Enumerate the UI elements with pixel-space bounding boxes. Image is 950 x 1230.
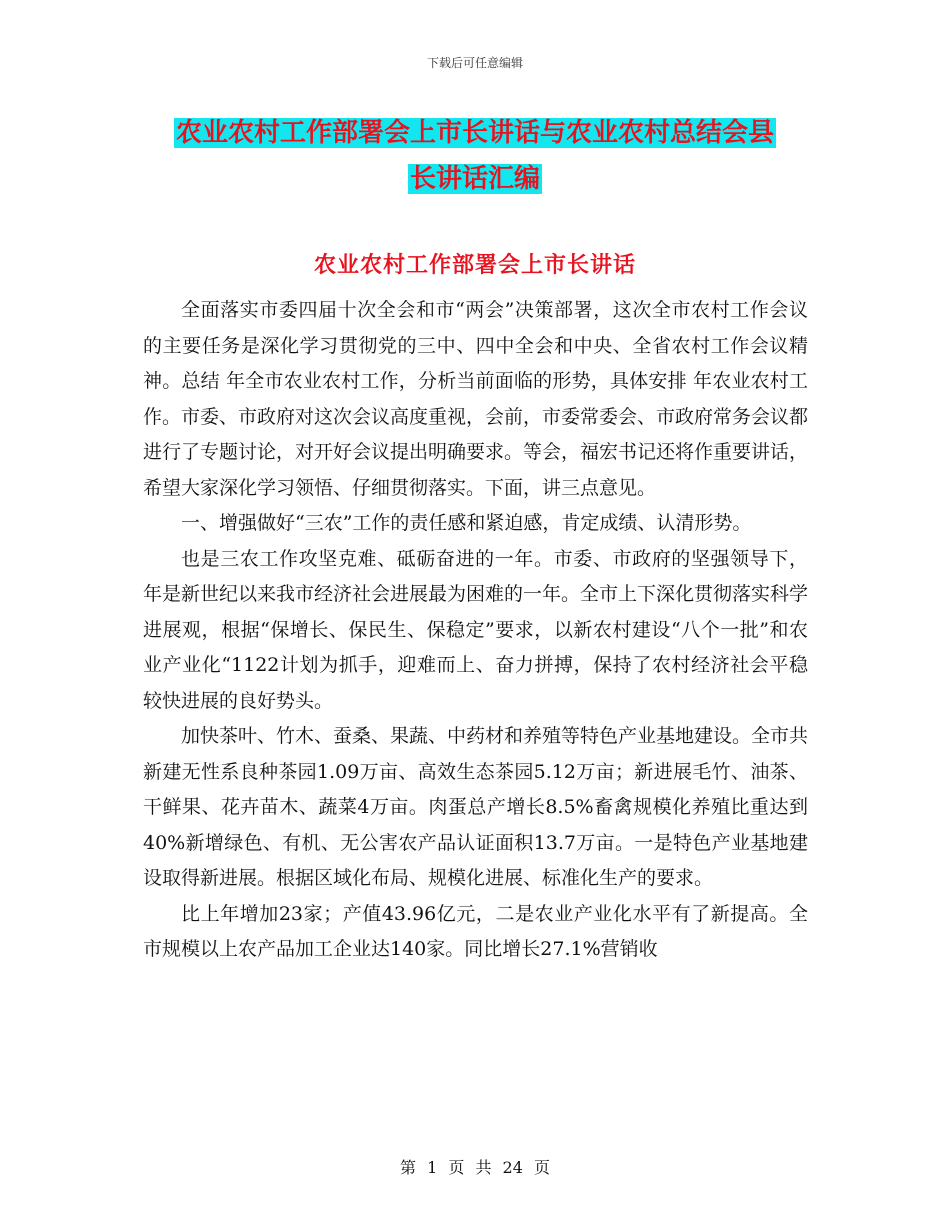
- paragraph: 也是三农工作攻坚克难、砥砺奋进的一年。市委、市政府的坚强领导下， 年是新世纪以来我市经济社会进展最为困难的一年。全市上下深化贯彻落实科学进展观，根据“保增长、保民生、保稳定”要求，以新农村建设“八个一批”和农业产业化“1122计划为抓手，迎难而上、奋力拼搏，保持了农村经济社会平稳较快进展的良好势头。: [143, 547, 809, 712]
- body-text: [143, 293, 808, 968]
- header-note: 下载后可任意编辑: [426, 56, 523, 70]
- document-title: [0, 110, 950, 202]
- paragraph: 全面落实市委四届十次全会和市“两会”决策部署，这次全市农村工作会议的主要任务是深化学习贯彻党的三中、四中全会和中央、全省农村工作会议精神。总结 年全市农业农村工作，分析当前面临的形势，具体安排 年农业农村工作。市委、市政府对这次会议高度重视，会前，市委常委会、市政府常务会议都进行了专题讨论，对开好会议提出明确要求。等会，福宏书记还将作重要讲话，希望大家深化学习领悟、仔细贯彻落实。下面，讲三点意见。: [143, 299, 809, 499]
- page-footer: 第 1 页 共 24 页: [400, 1158, 550, 1177]
- title-line-2: 长讲话汇编: [409, 164, 540, 194]
- paragraph: 一、增强做好“三农”工作的责任感和紧迫感，肯定成绩、认清形势。: [181, 512, 752, 534]
- section-title: 农业农村工作部署会上市长讲话: [313, 253, 636, 278]
- title-line-1: 农业农村工作部署会上市长讲话与农业农村总结会县: [175, 118, 774, 148]
- paragraph: 比上年增加23家；产值43.96亿元，二是农业产业化水平有了新提高。全市规模以上农产品加工企业达140家。同比增长27.1%营销收: [143, 902, 808, 960]
- paragraph: 加快茶叶、竹木、蚕桑、果蔬、中药材和养殖等特色产业基地建设。全市共新建无性系良种茶园1.09万亩、高效生态茶园5.12万亩；新进展毛竹、油茶、干鲜果、花卉苗木、蔬菜4万亩。肉蛋总产增长8.5%畜禽规模化养殖比重达到40%新增绿色、有机、无公害农产品认证面积13.7万亩。一是特色产业基地建设取得新进展。根据区域化布局、规模化进展、标准化生产的要求。: [143, 725, 809, 889]
